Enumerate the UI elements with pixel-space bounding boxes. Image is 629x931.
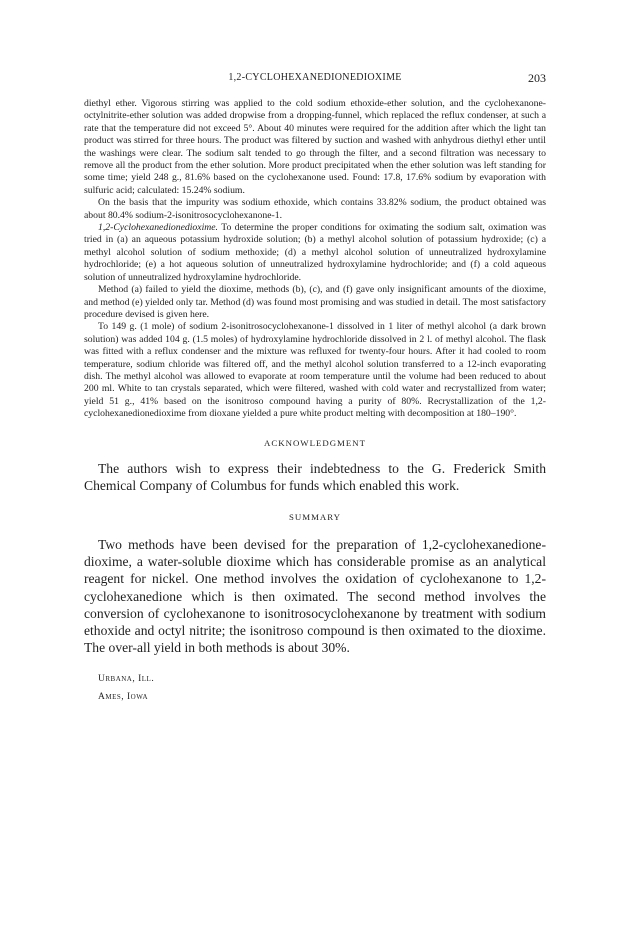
page-number: 203 [528, 71, 546, 85]
acknowledgment-text: The authors wish to express their indebtedness to the G. Frederick Smith Chemical Company of Columbus for funds which enabled this work. [84, 460, 546, 493]
compound-subheading: 1,2-Cyclohexanedionedioxime. [98, 222, 218, 234]
paragraph-procedure: To 149 g. (1 mole) of sodium 2-isonitrosocyclohexanone-1 dissolved in 1 liter of methyl alcohol (a dark brown solution) was added 104 g. (1.5 moles) of hydroxylamine hydrochloride dissolved in 2 l. of methyl alcohol. The flask was fitted with a reflux condenser and the mixture was refluxed for twenty-four hours. After it had cooled to room temperature, sodium chloride was filtered off, and the methyl alcohol solution transferred to a 12-inch evaporating dish. The methyl alcohol was allowed to evaporate at room temperature until the volume had been reduced to about 200 ml. White to tan crystals separated, which were filtered, washed with cold water and recrystallized from water; yield 51 g., 41% based on the isonitroso compound having a purity of 80%. Recrystallization of the 1,2-cyclohexanedionedioxime from dioxane yielded a pure white product melting with decomposition at 180–190°. [84, 321, 546, 420]
article-body [84, 98, 546, 702]
paragraph-methods: Method (a) failed to yield the dioxime, methods (b), (c), and (f) gave only insignificant amounts of the dioxime, and method (e) yielded only tar. Method (d) was found most promising and was studied in detail. The most satisfactory procedure devised is given here. [84, 284, 546, 320]
running-title: 1,2-CYCLOHEXANEDIONEDIOXIME [228, 72, 402, 83]
affiliation-urbana: Urbana, Ill. [98, 674, 155, 685]
summary-text: Two methods have been devised for the preparation of 1,2-cyclohexanedione-dioxime, a water-soluble dioxime which has considerable promise as an analytical reagent for nickel. One method involves the oxidation of cyclohexanone to 1,2-cyclohexanedione which is then oximated. The second method involves the conversion of cyclohexanone to isonitrosocyclohexanone by treatment with sodium ethoxide and octyl nitrite; the isonitroso compound is then oximated to the dioxime. The over-all yield in both methods is about 30%. [84, 536, 546, 656]
running-head [84, 72, 546, 88]
paragraph-procedure-end: diethyl ether. Vigorous stirring was applied to the cold sodium ethoxide-ether solution, and the cyclohexanone-octylnitrite-ether solution was added dropwise from a dropping-funnel, which replaced the reflux condenser, at such a rate that the temperature did not exceed 5°. About 40 minutes were required for the addition after which the light tan product was stirred for three hours. The product was filtered by suction and washed with anhydrous diethyl ether until the washings were clear. The sodium salt tended to go through the filter, and a second filtration was necessary to remove all the product from the ether solution. More product precipitated when the ether solution was left standing for some time; yield 248 g., 81.6% based on the cyclohexanone used. Found: 17.8, 17.6% sodium by evaporation with sulfuric acid; calculated: 15.24% sodium. [84, 98, 546, 196]
acknowledgment-heading: ACKNOWLEDGMENT [264, 437, 366, 448]
paragraph-oximation [84, 222, 546, 284]
affiliation-ames: Ames, Iowa [98, 692, 149, 703]
summary-heading: SUMMARY [289, 511, 341, 522]
oximation-text: To determine the proper conditions for oximating the sodium salt, oximation was tried in (a) an aqueous potassium hydroxide solution; (b) a methyl alcohol solution of potassium hydroxide; (c) a methyl alcohol solution of sodium methoxide; (d) a methyl alcohol solution of unneutralized hydroxylamine hydrochloride; (e) a hot aqueous solution of unneutralized hydroxylamine hydrochloride; and (f) a cold aqueous solution of unneutralized hydroxylamine hydrochloride. [84, 222, 546, 283]
paragraph-impurity: On the basis that the impurity was sodium ethoxide, which contains 33.82% sodium, the product obtained was about 80.4% sodium-2-isonitrosocyclohexanone-1. [84, 197, 546, 221]
